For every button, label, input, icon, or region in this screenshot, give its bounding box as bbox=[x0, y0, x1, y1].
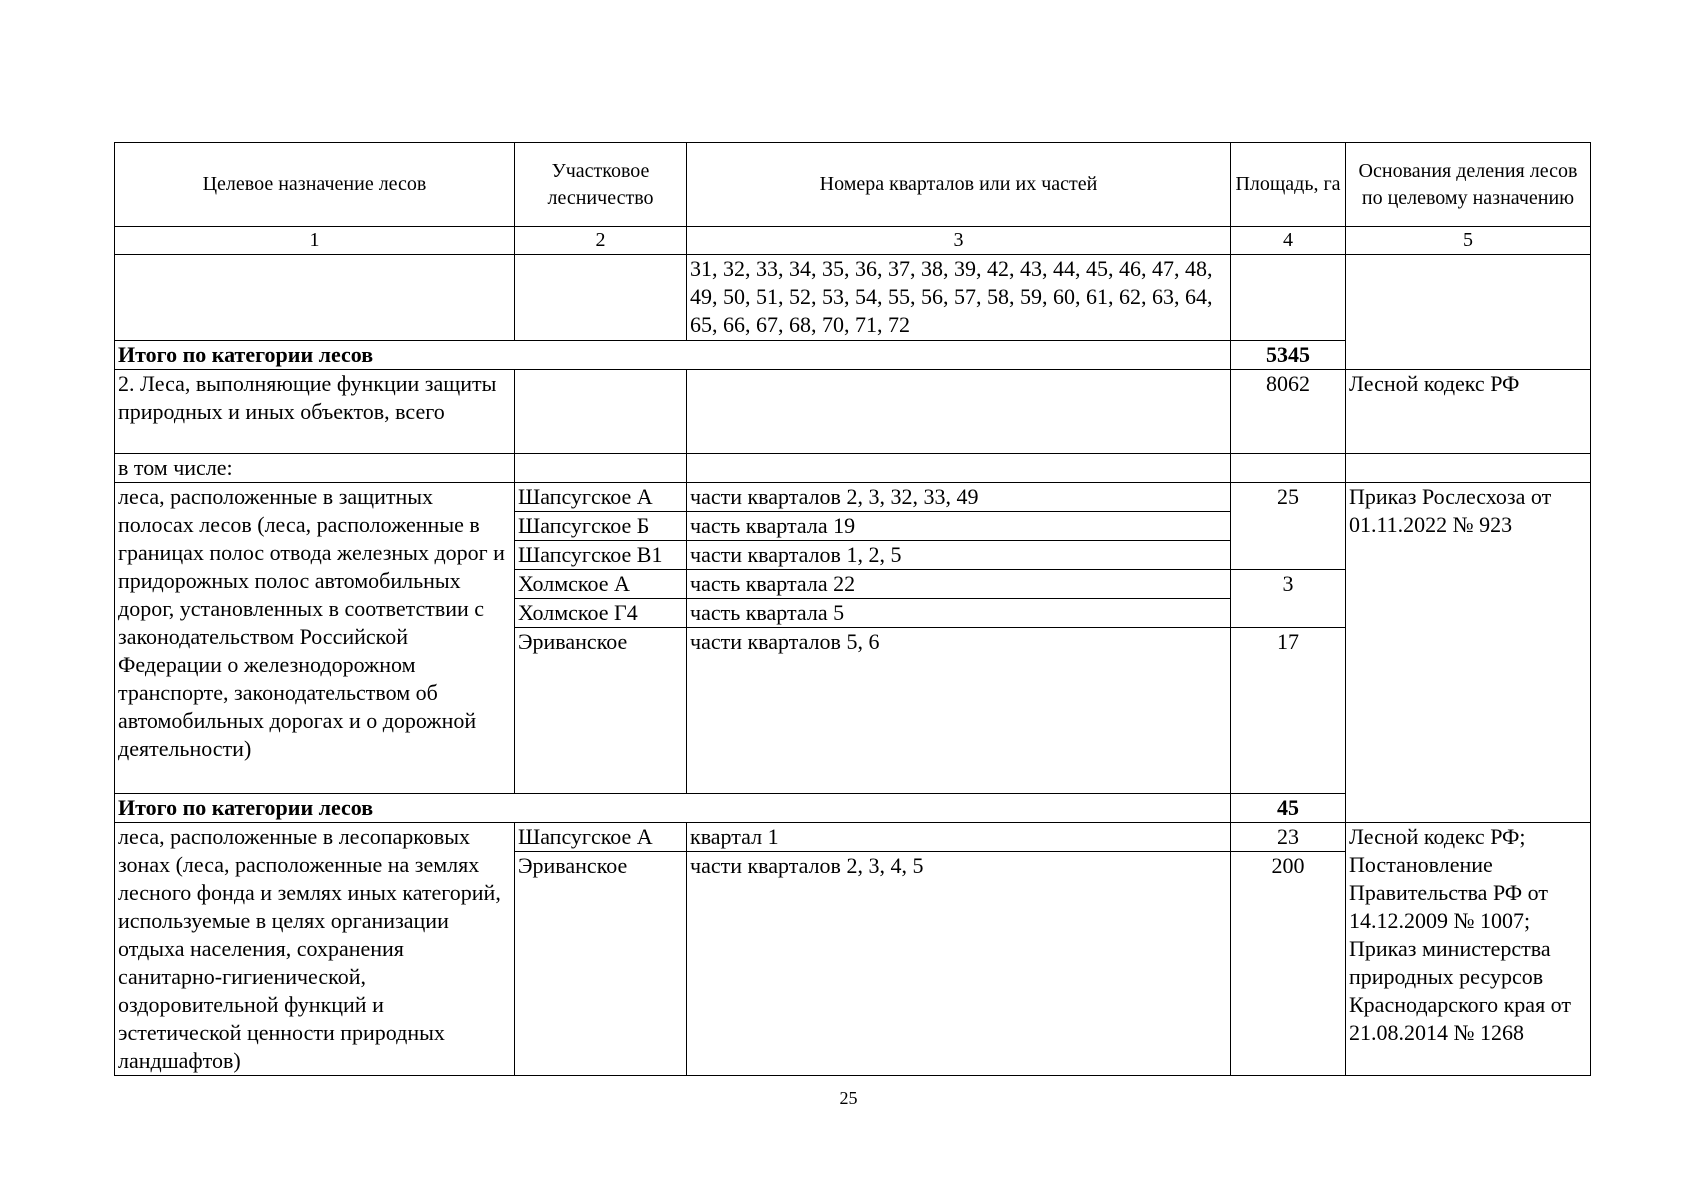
header-purpose: Целевое назначение лесов bbox=[115, 143, 515, 227]
forestry-cell: Шапсугское А bbox=[515, 483, 687, 512]
forestry-cell bbox=[515, 255, 687, 341]
page-number: 25 bbox=[839, 1088, 858, 1108]
quarters-cell: часть квартала 19 bbox=[687, 512, 1231, 541]
table-row bbox=[115, 454, 1591, 483]
column-number: 2 bbox=[515, 227, 687, 255]
total-label: Итого по категории лесов bbox=[115, 794, 1231, 823]
column-number: 1 bbox=[115, 227, 515, 255]
forestry-cell: Шапсугское А bbox=[515, 823, 687, 852]
area-cell: 8062 bbox=[1231, 370, 1346, 454]
table-row bbox=[115, 483, 1591, 512]
forest-purpose-table bbox=[114, 142, 1591, 1076]
area-cell: 23 bbox=[1231, 823, 1346, 852]
quarters-cell bbox=[687, 370, 1231, 454]
forestry-cell: Холмское А bbox=[515, 570, 687, 599]
table-row bbox=[115, 370, 1591, 454]
forestry-cell: Шапсугское Б bbox=[515, 512, 687, 541]
forestry-cell: Шапсугское В1 bbox=[515, 541, 687, 570]
table-header-row bbox=[115, 143, 1591, 227]
header-basis: Основания деления лесов по целевому назначению bbox=[1346, 143, 1591, 227]
total-area: 5345 bbox=[1231, 341, 1346, 370]
column-number: 3 bbox=[687, 227, 1231, 255]
area-cell: 200 bbox=[1231, 852, 1346, 1076]
total-label: Итого по категории лесов bbox=[115, 341, 1231, 370]
column-number: 5 bbox=[1346, 227, 1591, 255]
area-cell: 3 bbox=[1231, 570, 1346, 628]
total-area: 45 bbox=[1231, 794, 1346, 823]
header-quarters: Номера кварталов или их частей bbox=[687, 143, 1231, 227]
purpose-cell: 2. Леса, выполняющие функции защиты природных и иных объектов, всего bbox=[115, 370, 515, 454]
forestry-cell: Холмское Г4 bbox=[515, 599, 687, 628]
total-row bbox=[115, 341, 1591, 370]
header-forestry: Участковое лесничество bbox=[515, 143, 687, 227]
basis-cell: Приказ Рослесхоза от 01.11.2022 № 923 bbox=[1346, 483, 1591, 823]
purpose-cell bbox=[115, 255, 515, 341]
area-cell: 17 bbox=[1231, 628, 1346, 794]
purpose-cell: леса, расположенные в лесопарковых зонах (леса, расположенные на землях лесного фонда и землях иных категорий, используемые в целях организации отдыха населения, сохранения санитарно-гигиенической, оздоровительной функций и эстетической ценности природных ландшафтов) bbox=[115, 823, 515, 1076]
column-number: 4 bbox=[1231, 227, 1346, 255]
basis-cell: Лесной кодекс РФ; Постановление Правительства РФ от 14.12.2009 № 1007; Приказ министерства природных ресурсов Краснодарского края от 21.08.2014 № 1268 bbox=[1346, 823, 1591, 1076]
forestry-cell bbox=[515, 370, 687, 454]
header-area: Площадь, га bbox=[1231, 143, 1346, 227]
purpose-cell: леса, расположенные в защитных полосах лесов (леса, расположенные в границах полос отвода железных дорог и придорожных полос автомобильных дорог, установленных в соответствии с законодательством Российской Федерации о железнодорожном транспорте, законодательством об автомобильных дорогах и о дорожной деятельности) bbox=[115, 483, 515, 794]
table-row bbox=[115, 823, 1591, 852]
quarters-cell: квартал 1 bbox=[687, 823, 1231, 852]
quarters-cell: части кварталов 2, 3, 4, 5 bbox=[687, 852, 1231, 1076]
table-row bbox=[115, 255, 1591, 341]
quarters-cell: части кварталов 2, 3, 32, 33, 49 bbox=[687, 483, 1231, 512]
quarters-cell: части кварталов 5, 6 bbox=[687, 628, 1231, 794]
quarters-cell: 31, 32, 33, 34, 35, 36, 37, 38, 39, 42, 43, 44, 45, 46, 47, 48, 49, 50, 51, 52, 53, 54, 55, 56, 57, 58, 59, 60, 61, 62, 63, 64, 65, 66, 67, 68, 70, 71, 72 bbox=[687, 255, 1231, 341]
area-cell bbox=[1231, 255, 1346, 341]
forestry-cell: Эриванское bbox=[515, 852, 687, 1076]
column-number-row bbox=[115, 227, 1591, 255]
basis-cell bbox=[1346, 255, 1591, 341]
quarters-cell: части кварталов 1, 2, 5 bbox=[687, 541, 1231, 570]
quarters-cell: часть квартала 22 bbox=[687, 570, 1231, 599]
area-cell: 25 bbox=[1231, 483, 1346, 570]
forestry-cell: Эриванское bbox=[515, 628, 687, 794]
including-label: в том числе: bbox=[115, 454, 515, 483]
basis-cell: Лесной кодекс РФ bbox=[1346, 370, 1591, 454]
quarters-cell: часть квартала 5 bbox=[687, 599, 1231, 628]
basis-cell bbox=[1346, 341, 1591, 370]
